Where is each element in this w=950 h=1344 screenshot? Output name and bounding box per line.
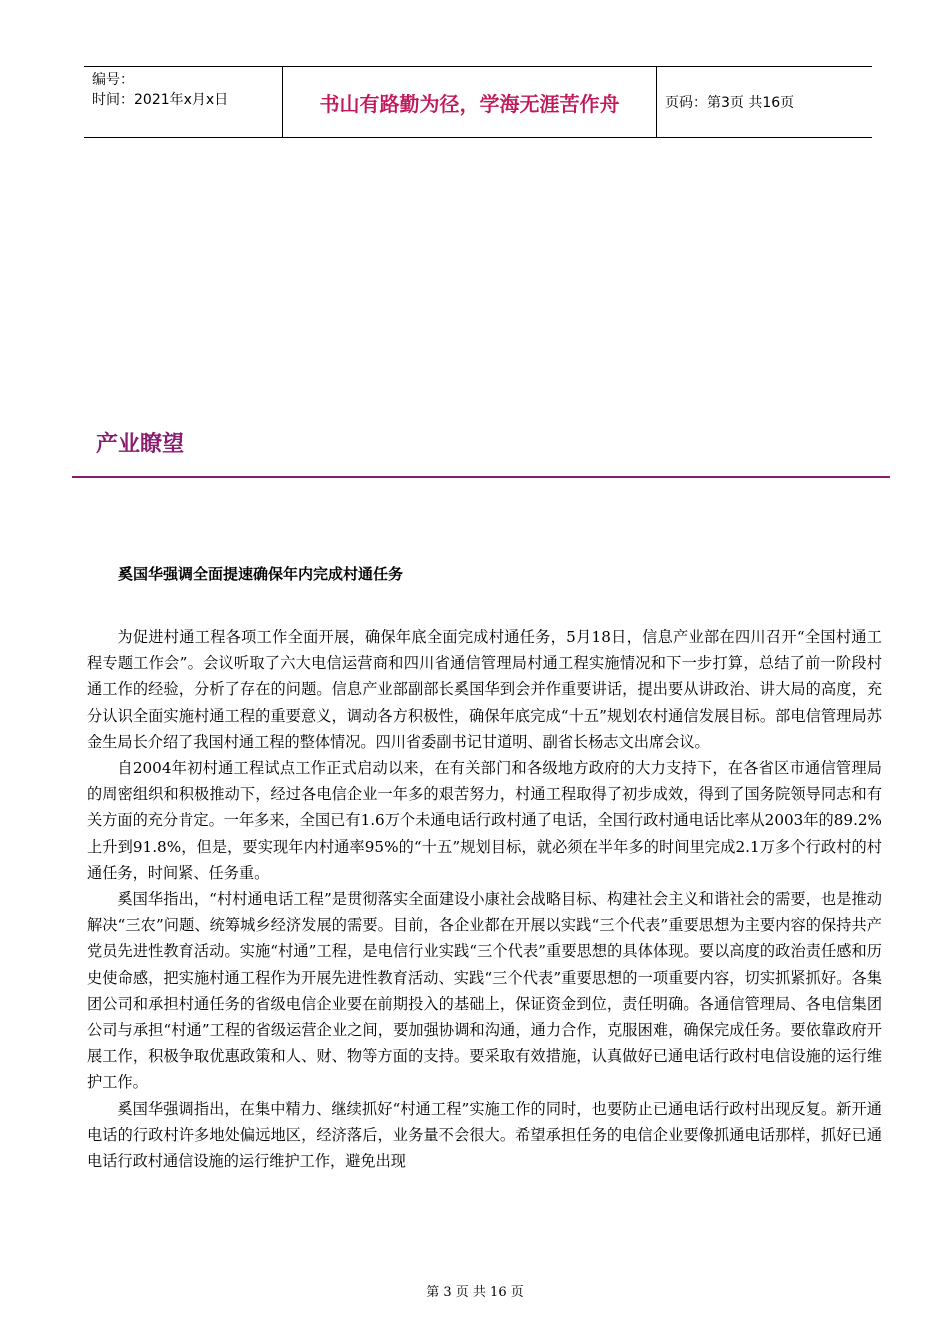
section-title: 产业瞭望: [96, 432, 185, 457]
header-info-cell: [84, 67, 283, 137]
section-divider: [72, 476, 890, 478]
page-header: [84, 66, 872, 138]
article-title: 奚国华强调全面提速确保年内完成村通任务: [118, 565, 404, 583]
page-footer: 第 3 页 共 16 页: [426, 1285, 524, 1300]
header-motto: 书山有路勤为径，学海无涯苦作舟: [283, 67, 657, 137]
document-number-label: 编号：: [92, 72, 134, 88]
article-paragraph: 奚国华指出，“村村通电话工程”是贯彻落实全面建设小康社会战略目标、构建社会主义和谐社会的需要，也是推动解决“三农”问题、统筹城乡经济发展的需要。目前，各企业都在开展以实践“三个代表”重要思想为主要内容的保持共产党员先进性教育活动。实施“村通”工程，是电信行业实践“三个代表”重要思想的具体体现。要以高度的政治责任感和历史使命感，把实施村通工程作为开展先进性教育活动、实践“三个代表”重要思想的一项重要内容，切实抓紧抓好。各集团公司和承担村通任务的省级电信企业要在前期投入的基础上，保证资金到位，责任明确。各通信管理局、各电信集团公司与承担“村通”工程的省级运营企业之间，要加强协调和沟通，通力合作，克服困难，确保完成任务。要依靠政府开展工作，积极争取优惠政策和人、财、物等方面的支持。要采取有效措施，认真做好已通电话行政村电信设施的运行维护工作。: [87, 890, 882, 1092]
article-paragraph: 奚国华强调指出，在集中精力、继续抓好“村通工程”实施工作的同时，也要防止已通电话行政村出现反复。新开通电话的行政村许多地处偏远地区，经济落后，业务量不会很大。希望承担任务的电信企业要像抓通电话那样，抓好已通电话行政村通信设施的运行维护工作，避免出现: [87, 1099, 882, 1171]
article-paragraph: 为促进村通工程各项工作全面开展，确保年底全面完成村通任务，5月18日，信息产业部在四川召开“全国村通工程专题工作会”。会议听取了六大电信运营商和四川省通信管理局村通工程实施情况和下一步打算，总结了前一阶段村通工作的经验，分析了存在的问题。信息产业部副部长奚国华到会并作重要讲话，提出要从讲政治、讲大局的高度，充分认识全面实施村通工程的重要意义，调动各方积极性，确保年底完成“十五”规划农村通信发展目标。部电信管理局苏金生局长介绍了我国村通工程的整体情况。四川省委副书记甘道明、副省长杨志文出席会议。: [87, 628, 882, 751]
article-paragraph: 自2004年初村通工程试点工作正式启动以来，在有关部门和各级地方政府的大力支持下，在各省区市通信管理局的周密组织和积极推动下，经过各电信企业一年多的艰苦努力，村通工程取得了初步成效，得到了国务院领导同志和有关方面的充分肯定。一年多来，全国已有1.6万个未通电话行政村通了电话，全国行政村通电话比率从2003年的89.2%上升到91.8%，但是，要实现年内村通率95%的“十五”规划目标，就必须在半年多的时间里完成2.1万多个行政村的村通任务，时间紧、任务重。: [87, 759, 882, 882]
document-time-label: 时间：2021年x月x日: [92, 92, 229, 108]
article-body: [87, 624, 882, 1174]
header-page-info: 页码：第3页 共16页: [665, 95, 795, 111]
